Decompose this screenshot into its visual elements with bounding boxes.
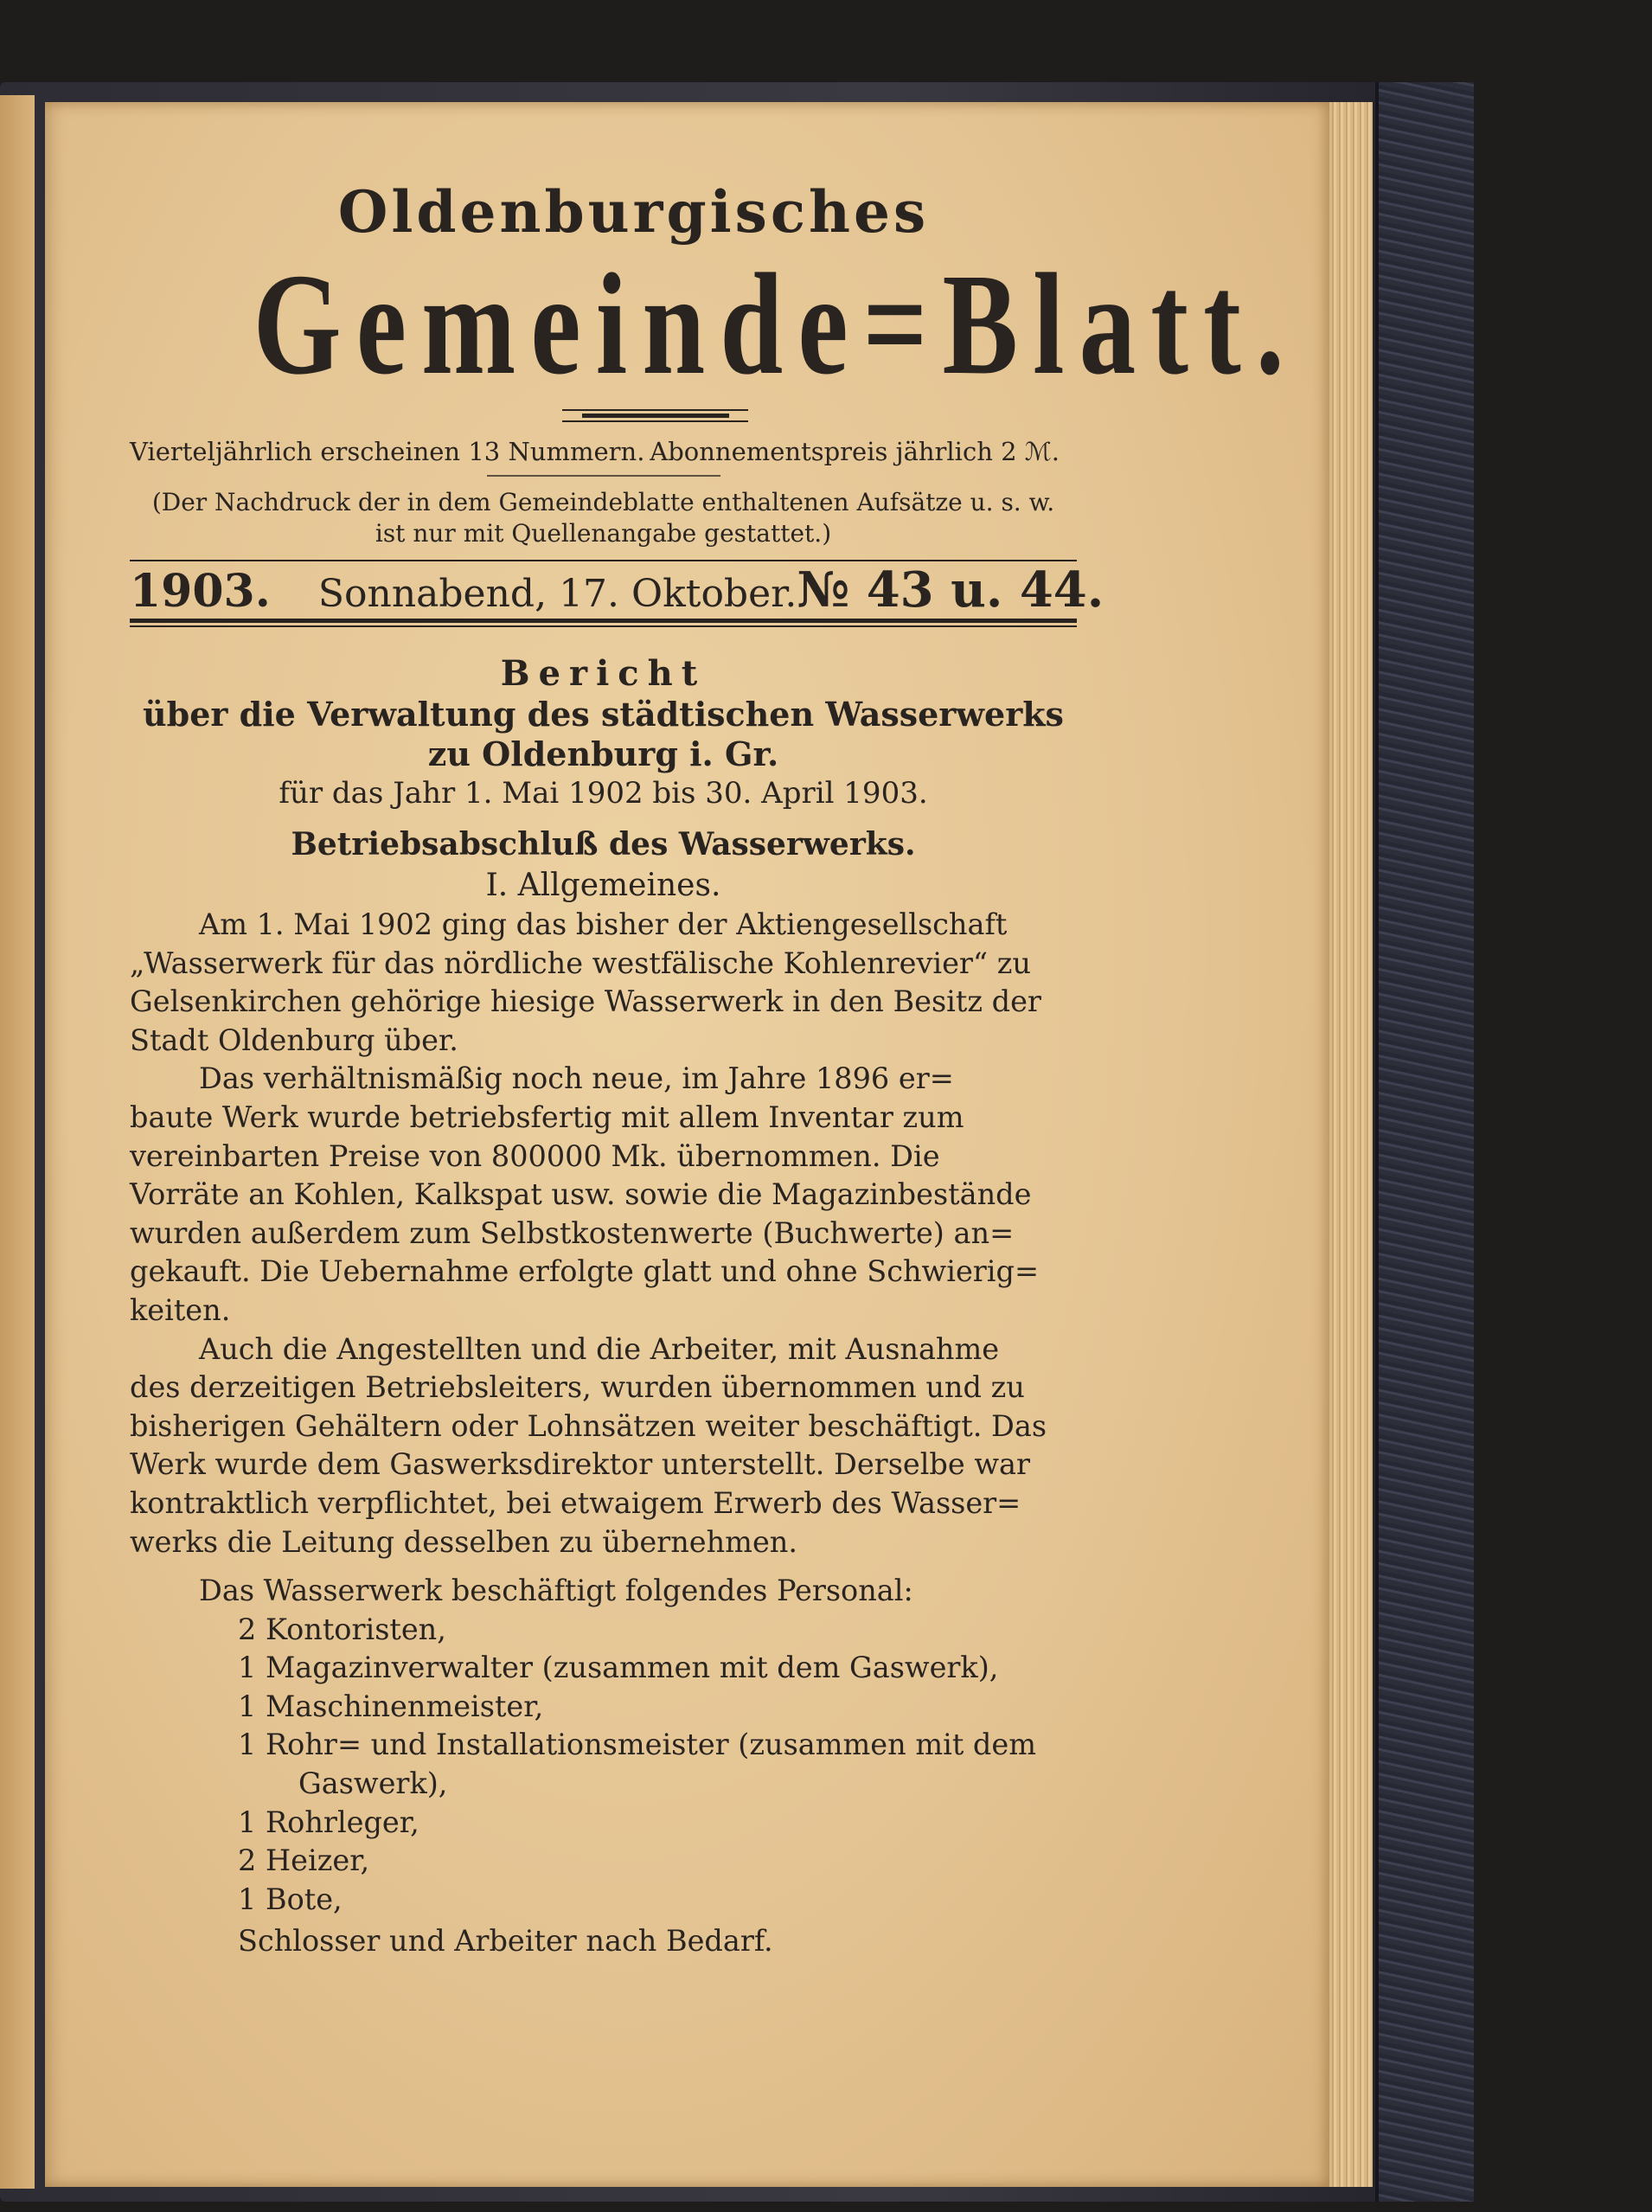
masthead-line1: Oldenburgisches	[337, 178, 930, 246]
page-content	[130, 173, 1299, 1961]
text-line: baute Werk wurde betriebsfertig mit allem Inventar zum	[130, 1100, 964, 1134]
paragraph-1	[130, 906, 1077, 1060]
text-line: des derzeitigen Betriebsleiters, wurden übernommen und zu	[130, 1370, 1025, 1405]
article-period: für das Jahr 1. Mai 1902 bis 30. April 1903.	[279, 776, 928, 811]
text-line: „Wasserwerk für das nördliche westfälische Kohlenrevier“ zu	[130, 946, 1031, 980]
divider	[487, 475, 720, 477]
article-heading: Bericht	[500, 653, 707, 694]
article-subheading: über die Verwaltung des städtischen Wasserwerks	[143, 695, 1064, 734]
reprint-notice-line1: (Der Nachdruck der in dem Gemeindeblatte enthaltenen Aufsätze u. s. w.	[151, 488, 1055, 516]
list-item-text: 1 Rohr= und Installationsmeister (zusammen mit dem	[238, 1728, 1036, 1762]
text-line: Auch die Angestellten und die Arbeiter, mit Ausnahme	[199, 1331, 1000, 1366]
text-line: bisherigen Gehältern oder Lohnsätzen weiter beschäftigt. Das	[130, 1408, 1047, 1443]
section-title: Betriebsabschluß des Wasserwerks.	[291, 826, 916, 862]
masthead-ornament	[562, 409, 748, 425]
paragraph-3	[130, 1330, 1077, 1562]
text-line: wurden außerdem zum Selbstkostenwerte (Buchwerte) an=	[130, 1215, 1015, 1250]
text-line: werks die Leitung desselben zu übernehmen.	[130, 1524, 797, 1559]
list-item: 1 Bote,	[238, 1882, 343, 1916]
subscription-line	[130, 437, 1077, 466]
text-line: gekauft. Die Uebernahme erfolgte glatt und ohne Schwierig=	[130, 1254, 1040, 1289]
list-item-continuation: Gaswerk),	[298, 1766, 448, 1801]
text-line: Gelsenkirchen gehörige hiesige Wasserwerk in den Besitz der	[130, 984, 1041, 1019]
staff-trailer: Schlosser und Arbeiter nach Bedarf.	[238, 1924, 773, 1959]
text-line: kontraktlich verpflichtet, bei etwaigem Erwerb des Wasser=	[130, 1485, 1021, 1520]
text-line: vereinbarten Preise von 800000 Mk. übernommen. Die	[130, 1138, 940, 1173]
text-line: Stadt Oldenburg über.	[130, 1023, 458, 1057]
issue-year: 1903.	[130, 565, 271, 618]
reprint-notice-line2: ist nur mit Quellenangabe gestattet.)	[375, 519, 832, 548]
issue-dateline	[130, 561, 1105, 619]
page-stack-edge	[1329, 102, 1373, 2187]
book-spine	[1375, 82, 1474, 2202]
left-page-edge	[0, 95, 35, 2189]
list-item: 1 Maschinenmeister,	[238, 1689, 544, 1723]
issue-number: № 43 u. 44.	[797, 561, 1105, 619]
list-item	[238, 1726, 1077, 1803]
text-line: Vorräte an Kohlen, Kalkspat usw. sowie die Magazinbestände	[130, 1177, 1032, 1212]
section-number: I. Allgemeines.	[485, 868, 721, 903]
text-line: keiten.	[130, 1292, 231, 1327]
masthead-title: Gemeinde=Blatt.	[253, 244, 1299, 405]
list-item: 1 Magazinverwalter (zusammen mit dem Gaswerk),	[238, 1651, 999, 1685]
staff-list	[130, 1611, 1077, 1920]
list-item: 2 Kontoristen,	[238, 1612, 446, 1646]
staff-intro: Das Wasserwerk beschäftigt folgendes Personal:	[199, 1574, 913, 1608]
text-line: Das verhältnismäßig noch neue, im Jahre 1896 er=	[199, 1061, 954, 1096]
issue-date: Sonnabend, 17. Oktober.	[317, 572, 797, 616]
paragraph-2	[130, 1060, 1077, 1330]
subscription-price: Abonnementspreis jährlich 2 ℳ.	[650, 437, 1060, 466]
article-subheading-place: zu Oldenburg i. Gr.	[427, 734, 779, 773]
publication-frequency: Vierteljährlich erscheinen 13 Nummern.	[130, 437, 645, 466]
reprint-notice	[130, 487, 1077, 549]
text-line: Am 1. Mai 1902 ging das bisher der Aktiengesellschaft	[199, 907, 1008, 941]
list-item: 2 Heizer,	[238, 1843, 370, 1878]
text-line: Werk wurde dem Gaswerksdirektor unterstellt. Derselbe war	[130, 1447, 1031, 1482]
list-item: 1 Rohrleger,	[238, 1805, 419, 1839]
